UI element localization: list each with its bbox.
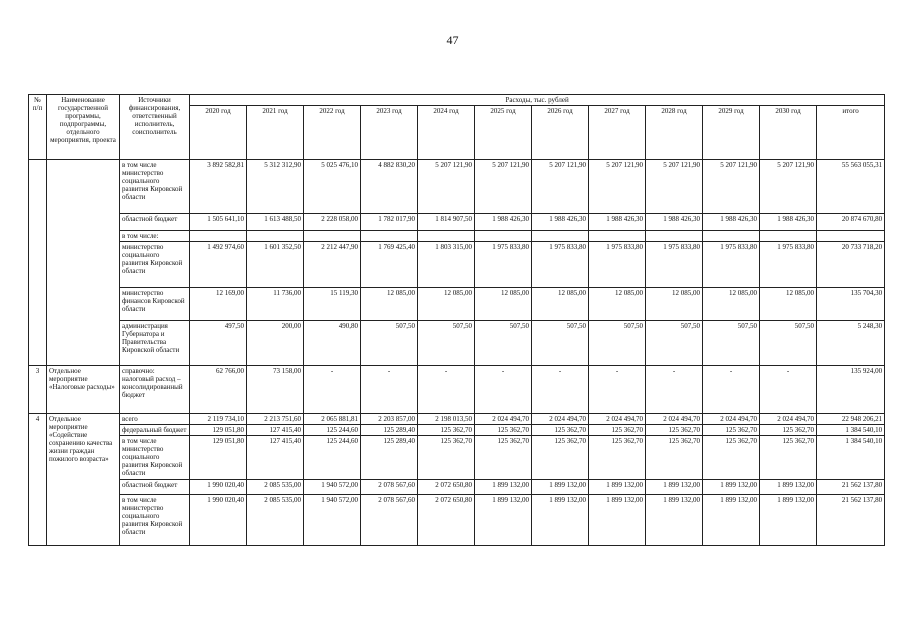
amount-cell: 1 899 132,00 [703, 480, 760, 495]
header-year: 2030 год [760, 106, 817, 160]
total-cell: 21 562 137,80 [817, 495, 885, 546]
amount-cell: 1 990 020,40 [190, 480, 247, 495]
amount-cell: 1 814 907,50 [418, 214, 475, 231]
total-cell: 135 924,00 [817, 366, 885, 414]
amount-cell: 2 213 751,60 [247, 414, 304, 425]
amount-cell: 2 024 494,70 [760, 414, 817, 425]
amount-cell: 2 024 494,70 [532, 414, 589, 425]
amount-cell: 5 207 121,90 [703, 160, 760, 214]
amount-cell: 5 207 121,90 [760, 160, 817, 214]
amount-cell: 2 198 013,50 [418, 414, 475, 425]
amount-cell: 73 158,00 [247, 366, 304, 414]
funding-source: справочно: налоговый расход – консолидированный бюджет [120, 366, 190, 414]
table-row [29, 436, 885, 480]
amount-cell: 2 078 567,60 [361, 480, 418, 495]
amount-cell: 129 051,80 [190, 425, 247, 436]
amount-cell: 1 975 833,80 [475, 242, 532, 288]
amount-cell: 125 362,70 [475, 425, 532, 436]
amount-cell: 2 085 535,00 [247, 495, 304, 546]
funding-source: администрация Губернатора и Правительства Кировской области [120, 321, 190, 366]
amount-cell: 507,50 [703, 321, 760, 366]
amount-cell: - [646, 366, 703, 414]
amount-cell: 1 899 132,00 [760, 495, 817, 546]
amount-cell: 129 051,80 [190, 436, 247, 480]
total-cell: 20 874 670,80 [817, 214, 885, 231]
item-name [47, 160, 120, 366]
item-name: Отдельное мероприятие «Налоговые расходы» [47, 366, 120, 414]
amount-cell: 2 212 447,90 [304, 242, 361, 288]
header-name: Наименование государственной программы, подпрограммы, отдельного мероприятия, проекта [47, 95, 120, 160]
amount-cell: 2 072 650,80 [418, 480, 475, 495]
total-cell: 20 733 718,20 [817, 242, 885, 288]
amount-cell: 507,50 [646, 321, 703, 366]
table-row [29, 288, 885, 321]
table-row [29, 366, 885, 414]
amount-cell: 125 289,40 [361, 436, 418, 480]
amount-cell: 125 362,70 [760, 425, 817, 436]
funding-source: в том числе: [120, 231, 190, 242]
row-number: 3 [29, 366, 47, 414]
amount-cell: 125 362,70 [646, 425, 703, 436]
amount-cell: 5 025 476,10 [304, 160, 361, 214]
total-cell [817, 231, 885, 242]
header-year: 2028 год [646, 106, 703, 160]
amount-cell: 507,50 [361, 321, 418, 366]
amount-cell: 125 362,70 [532, 425, 589, 436]
row-number [29, 160, 47, 366]
amount-cell: 12 085,00 [646, 288, 703, 321]
header-source: Источники финансирования, ответственный исполнитель, соисполнитель [120, 95, 190, 160]
amount-cell [361, 231, 418, 242]
amount-cell: 507,50 [760, 321, 817, 366]
amount-cell: 125 362,70 [589, 436, 646, 480]
amount-cell: 125 362,70 [532, 436, 589, 480]
amount-cell: 125 362,70 [760, 436, 817, 480]
header-year: 2025 год [475, 106, 532, 160]
header-year: 2021 год [247, 106, 304, 160]
header-expenses: Расходы, тыс. рублей [190, 95, 885, 106]
amount-cell [703, 231, 760, 242]
amount-cell: 2 085 535,00 [247, 480, 304, 495]
table-row [29, 242, 885, 288]
amount-cell: 1 899 132,00 [589, 480, 646, 495]
total-cell: 1 384 540,10 [817, 436, 885, 480]
page-number: 47 [446, 33, 459, 47]
total-cell: 5 248,30 [817, 321, 885, 366]
amount-cell: 125 362,70 [703, 436, 760, 480]
table-row [29, 414, 885, 425]
header-year: 2026 год [532, 106, 589, 160]
total-cell: 1 384 540,10 [817, 425, 885, 436]
amount-cell: 127 415,40 [247, 425, 304, 436]
amount-cell: 1 988 426,30 [646, 214, 703, 231]
amount-cell [190, 231, 247, 242]
amount-cell: 2 065 881,81 [304, 414, 361, 425]
amount-cell: 1 505 641,10 [190, 214, 247, 231]
amount-cell: 1 899 132,00 [703, 495, 760, 546]
total-cell: 21 562 137,80 [817, 480, 885, 495]
amount-cell: 507,50 [475, 321, 532, 366]
amount-cell: 1 769 425,40 [361, 242, 418, 288]
row-number: 4 [29, 414, 47, 546]
amount-cell: 125 362,70 [475, 436, 532, 480]
amount-cell: 1 899 132,00 [475, 495, 532, 546]
item-name: Отдельное мероприятие «Содействие сохранению качества жизни граждан пожилого возраста» [47, 414, 120, 546]
budget-table [28, 94, 885, 546]
amount-cell: 12 085,00 [760, 288, 817, 321]
funding-source: в том числе министерство социального развития Кировской области [120, 436, 190, 480]
table-row [29, 480, 885, 495]
header-year: 2023 год [361, 106, 418, 160]
amount-cell: 12 085,00 [361, 288, 418, 321]
amount-cell [475, 231, 532, 242]
amount-cell: 125 362,70 [646, 436, 703, 480]
funding-source: министерство социального развития Кировской области [120, 242, 190, 288]
amount-cell: 1 492 974,60 [190, 242, 247, 288]
amount-cell: 12 085,00 [418, 288, 475, 321]
amount-cell: 1 988 426,30 [475, 214, 532, 231]
amount-cell: 1 613 488,50 [247, 214, 304, 231]
amount-cell: 1 988 426,30 [703, 214, 760, 231]
funding-source: в том числе министерство социального развития Кировской области [120, 495, 190, 546]
amount-cell: 125 362,70 [589, 425, 646, 436]
amount-cell: 11 736,00 [247, 288, 304, 321]
amount-cell: 5 207 121,90 [418, 160, 475, 214]
amount-cell: 15 119,30 [304, 288, 361, 321]
amount-cell [418, 231, 475, 242]
amount-cell [589, 231, 646, 242]
amount-cell: - [703, 366, 760, 414]
funding-source: областной бюджет [120, 480, 190, 495]
amount-cell: 2 228 058,00 [304, 214, 361, 231]
table-row [29, 214, 885, 231]
amount-cell: 507,50 [418, 321, 475, 366]
funding-source: министерство финансов Кировской области [120, 288, 190, 321]
amount-cell [760, 231, 817, 242]
amount-cell: 4 882 830,20 [361, 160, 418, 214]
table-row [29, 160, 885, 214]
amount-cell: 2 024 494,70 [646, 414, 703, 425]
amount-cell [646, 231, 703, 242]
amount-cell: - [361, 366, 418, 414]
amount-cell: - [532, 366, 589, 414]
amount-cell: 1 899 132,00 [646, 495, 703, 546]
amount-cell: 507,50 [589, 321, 646, 366]
amount-cell: 1 990 020,40 [190, 495, 247, 546]
amount-cell: 1 975 833,80 [532, 242, 589, 288]
amount-cell: 12 085,00 [703, 288, 760, 321]
amount-cell: 1 899 132,00 [475, 480, 532, 495]
header-year: 2029 год [703, 106, 760, 160]
table-row [29, 321, 885, 366]
header-year: 2022 год [304, 106, 361, 160]
amount-cell: 1 899 132,00 [532, 480, 589, 495]
amount-cell: 2 203 857,00 [361, 414, 418, 425]
amount-cell: - [304, 366, 361, 414]
header-year: 2027 год [589, 106, 646, 160]
amount-cell: 507,50 [532, 321, 589, 366]
amount-cell: 1 988 426,30 [589, 214, 646, 231]
amount-cell: 2 024 494,70 [703, 414, 760, 425]
amount-cell: 5 207 121,90 [532, 160, 589, 214]
total-cell: 22 948 206,21 [817, 414, 885, 425]
header-num: № п/п [29, 95, 47, 160]
amount-cell: 125 362,70 [703, 425, 760, 436]
amount-cell: 1 940 572,00 [304, 495, 361, 546]
header-year: итого [817, 106, 885, 160]
amount-cell: 1 899 132,00 [646, 480, 703, 495]
funding-source: областной бюджет [120, 214, 190, 231]
amount-cell: 1 975 833,80 [646, 242, 703, 288]
amount-cell: 1 601 352,50 [247, 242, 304, 288]
amount-cell: 12 085,00 [475, 288, 532, 321]
amount-cell: 12 169,00 [190, 288, 247, 321]
amount-cell: 1 899 132,00 [532, 495, 589, 546]
header-year: 2024 год [418, 106, 475, 160]
amount-cell: 1 803 315,00 [418, 242, 475, 288]
funding-source: федеральный бюджет [120, 425, 190, 436]
amount-cell: 2 072 650,80 [418, 495, 475, 546]
amount-cell: 5 207 121,90 [646, 160, 703, 214]
amount-cell: 2 024 494,70 [475, 414, 532, 425]
total-cell: 55 563 055,31 [817, 160, 885, 214]
header-year: 2020 год [190, 106, 247, 160]
amount-cell: 1 940 572,00 [304, 480, 361, 495]
amount-cell: 1 899 132,00 [589, 495, 646, 546]
amount-cell: 3 892 582,81 [190, 160, 247, 214]
funding-source: всего [120, 414, 190, 425]
amount-cell: 200,00 [247, 321, 304, 366]
amount-cell: - [475, 366, 532, 414]
amount-cell: 12 085,00 [589, 288, 646, 321]
amount-cell: - [418, 366, 475, 414]
amount-cell: 2 078 567,60 [361, 495, 418, 546]
amount-cell: 12 085,00 [532, 288, 589, 321]
amount-cell: 2 024 494,70 [589, 414, 646, 425]
amount-cell: 1 988 426,30 [532, 214, 589, 231]
funding-source: в том числе министерство социального развития Кировской области [120, 160, 190, 214]
amount-cell: 125 244,60 [304, 425, 361, 436]
amount-cell: 1 988 426,30 [760, 214, 817, 231]
amount-cell: 125 362,70 [418, 436, 475, 480]
amount-cell: 5 207 121,90 [589, 160, 646, 214]
amount-cell: 1 975 833,80 [703, 242, 760, 288]
amount-cell: - [760, 366, 817, 414]
amount-cell: 1 975 833,80 [760, 242, 817, 288]
table-row [29, 231, 885, 242]
amount-cell: 125 289,40 [361, 425, 418, 436]
amount-cell: 125 244,60 [304, 436, 361, 480]
amount-cell [247, 231, 304, 242]
table-row [29, 495, 885, 546]
amount-cell: 127 415,40 [247, 436, 304, 480]
amount-cell: - [589, 366, 646, 414]
amount-cell: 497,50 [190, 321, 247, 366]
amount-cell: 490,80 [304, 321, 361, 366]
amount-cell: 1 975 833,80 [589, 242, 646, 288]
amount-cell: 1 899 132,00 [760, 480, 817, 495]
total-cell: 135 704,30 [817, 288, 885, 321]
amount-cell [304, 231, 361, 242]
amount-cell [532, 231, 589, 242]
amount-cell: 2 119 734,10 [190, 414, 247, 425]
amount-cell: 62 766,00 [190, 366, 247, 414]
table-row [29, 425, 885, 436]
amount-cell: 125 362,70 [418, 425, 475, 436]
amount-cell: 5 207 121,90 [475, 160, 532, 214]
amount-cell: 5 312 312,90 [247, 160, 304, 214]
amount-cell: 1 782 017,90 [361, 214, 418, 231]
